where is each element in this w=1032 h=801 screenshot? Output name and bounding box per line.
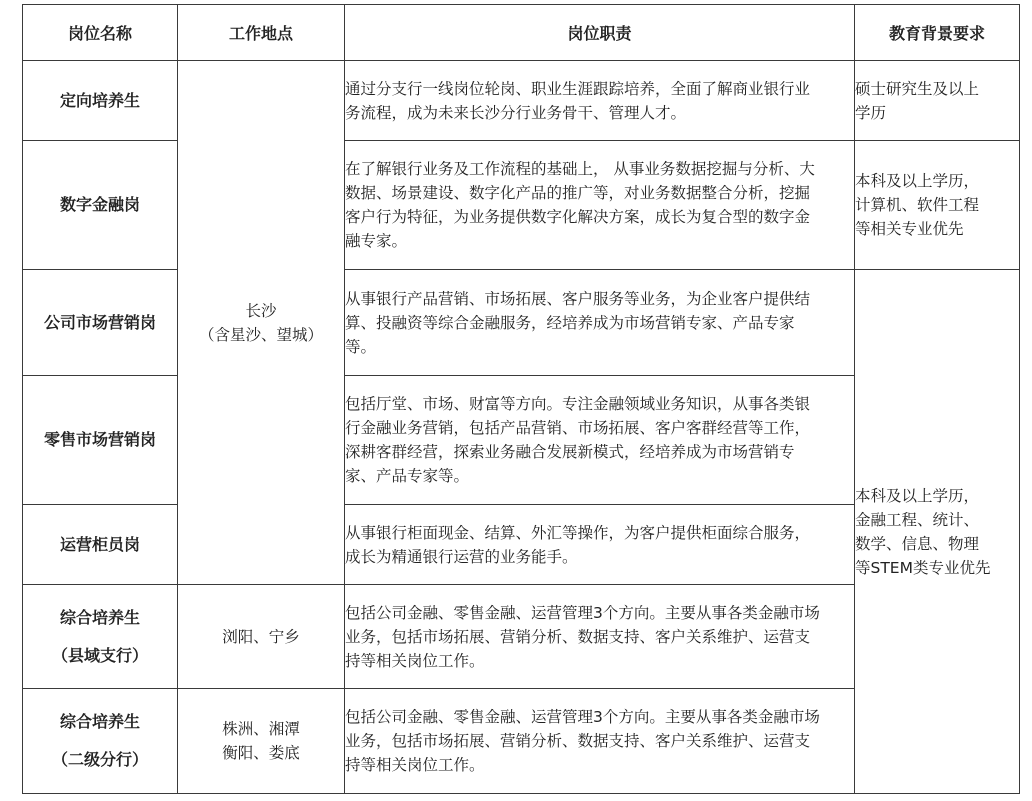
location-cell [178,689,345,794]
header-duty: 岗位职责 [345,5,855,61]
duty-line: 业务，包括市场拓展、营销分析、数据支持、客户关系维护、运营支 [345,627,811,646]
duty-cell [345,270,855,376]
duty-cell [345,585,855,689]
duty-line: 深耕客群经营，探索业务融合发展新模式，经培养成为市场营销专 [345,443,795,461]
education-line: 金融工程、统计、 [855,510,980,529]
position-name [23,585,178,689]
duty-line: 持等相关岗位工作。 [345,651,485,670]
duty-line: 算、投融资等综合金融服务，经培养成为市场营销专家、产品专家 [345,313,795,332]
duty-line: 数据、场景建设、数字化产品的推广等，对业务数据整合分析，挖掘 [345,184,811,202]
duty-line: 包括公司金融、零售金融、运营管理3个方向。主要从事各类金融市场 [345,708,820,726]
education-line: 等相关专业优先 [855,220,964,238]
position-name: 零售市场营销岗 [23,376,178,505]
duty-cell [345,141,855,270]
duty-line: 成长为精通银行运营的业务能手。 [345,547,578,566]
duty-line: 包括厅堂、市场、财富等方向。专注金融领域业务知识，从事各类银 [345,395,811,413]
education-cell [855,141,1020,270]
header-education: 教育背景要求 [855,5,1020,61]
education-line: 本科及以上学历， [855,486,980,505]
education-line: 本科及以上学历， [855,172,980,190]
education-cell [855,61,1020,141]
position-name: 定向培养生 [23,61,178,141]
duty-line: 包括公司金融、零售金融、运营管理3个方向。主要从事各类金融市场 [345,603,820,622]
duty-line: 在了解银行业务及工作流程的基础上， 从事业务数据挖掘与分析、大 [345,160,815,178]
position-line: 综合培养生 [59,607,140,627]
duty-cell [345,689,855,794]
position-name [23,689,178,794]
education-line: 计算机、软件工程 [855,196,980,214]
education-line: 等STEM类专业优先 [855,558,991,577]
duty-line: 从事银行柜面现金、结算、外汇等操作，为客户提供柜面综合服务， [345,523,811,542]
location-cell [178,61,345,585]
location-cell: 浏阳、宁乡 [178,585,345,689]
duty-line: 通过分支行一线岗位轮岗、职业生涯跟踪培养，全面了解商业银行业 [345,79,811,98]
education-line: 硕士研究生及以上 [855,79,980,98]
education-line: 学历 [855,103,887,122]
duty-cell [345,505,855,585]
duty-line: 家、产品专家等。 [345,467,470,485]
location-line: 长沙 [245,301,277,320]
table-row [23,61,1020,141]
position-line: 综合培养生 [59,712,140,731]
position-line: （县域支行） [51,645,148,665]
job-positions-table [22,4,1020,794]
duty-line: 行金融业务营销，包括产品营销、市场拓展、客户客群经营等工作， [345,419,811,437]
position-name: 公司市场营销岗 [23,270,178,376]
duty-line: 持等相关岗位工作。 [345,756,485,774]
table-row [23,270,1020,376]
table-header-row [23,5,1020,61]
position-name: 数字金融岗 [23,141,178,270]
header-location: 工作地点 [178,5,345,61]
duty-line: 务流程，成为未来长沙分行业务骨干、管理人才。 [345,103,687,122]
position-line: （二级分行） [51,750,148,769]
duty-line: 融专家。 [345,232,408,250]
duty-cell [345,376,855,505]
duty-line: 客户行为特征，为业务提供数字化解决方案，成长为复合型的数字金 [345,208,811,226]
education-line: 数学、信息、物理 [855,534,980,553]
table-row [23,141,1020,270]
duty-cell [345,61,855,141]
position-name: 运营柜员岗 [23,505,178,585]
education-cell [855,270,1020,794]
header-position: 岗位名称 [23,5,178,61]
location-line: 衡阳、娄底 [222,744,300,762]
duty-line: 等。 [345,337,377,356]
location-line: （含星沙、望城） [198,325,323,344]
duty-line: 业务，包括市场拓展、营销分析、数据支持、客户关系维护、运营支 [345,732,811,750]
duty-line: 从事银行产品营销、市场拓展、客户服务等业务，为企业客户提供结 [345,289,811,308]
location-line: 株洲、湘潭 [222,720,300,738]
